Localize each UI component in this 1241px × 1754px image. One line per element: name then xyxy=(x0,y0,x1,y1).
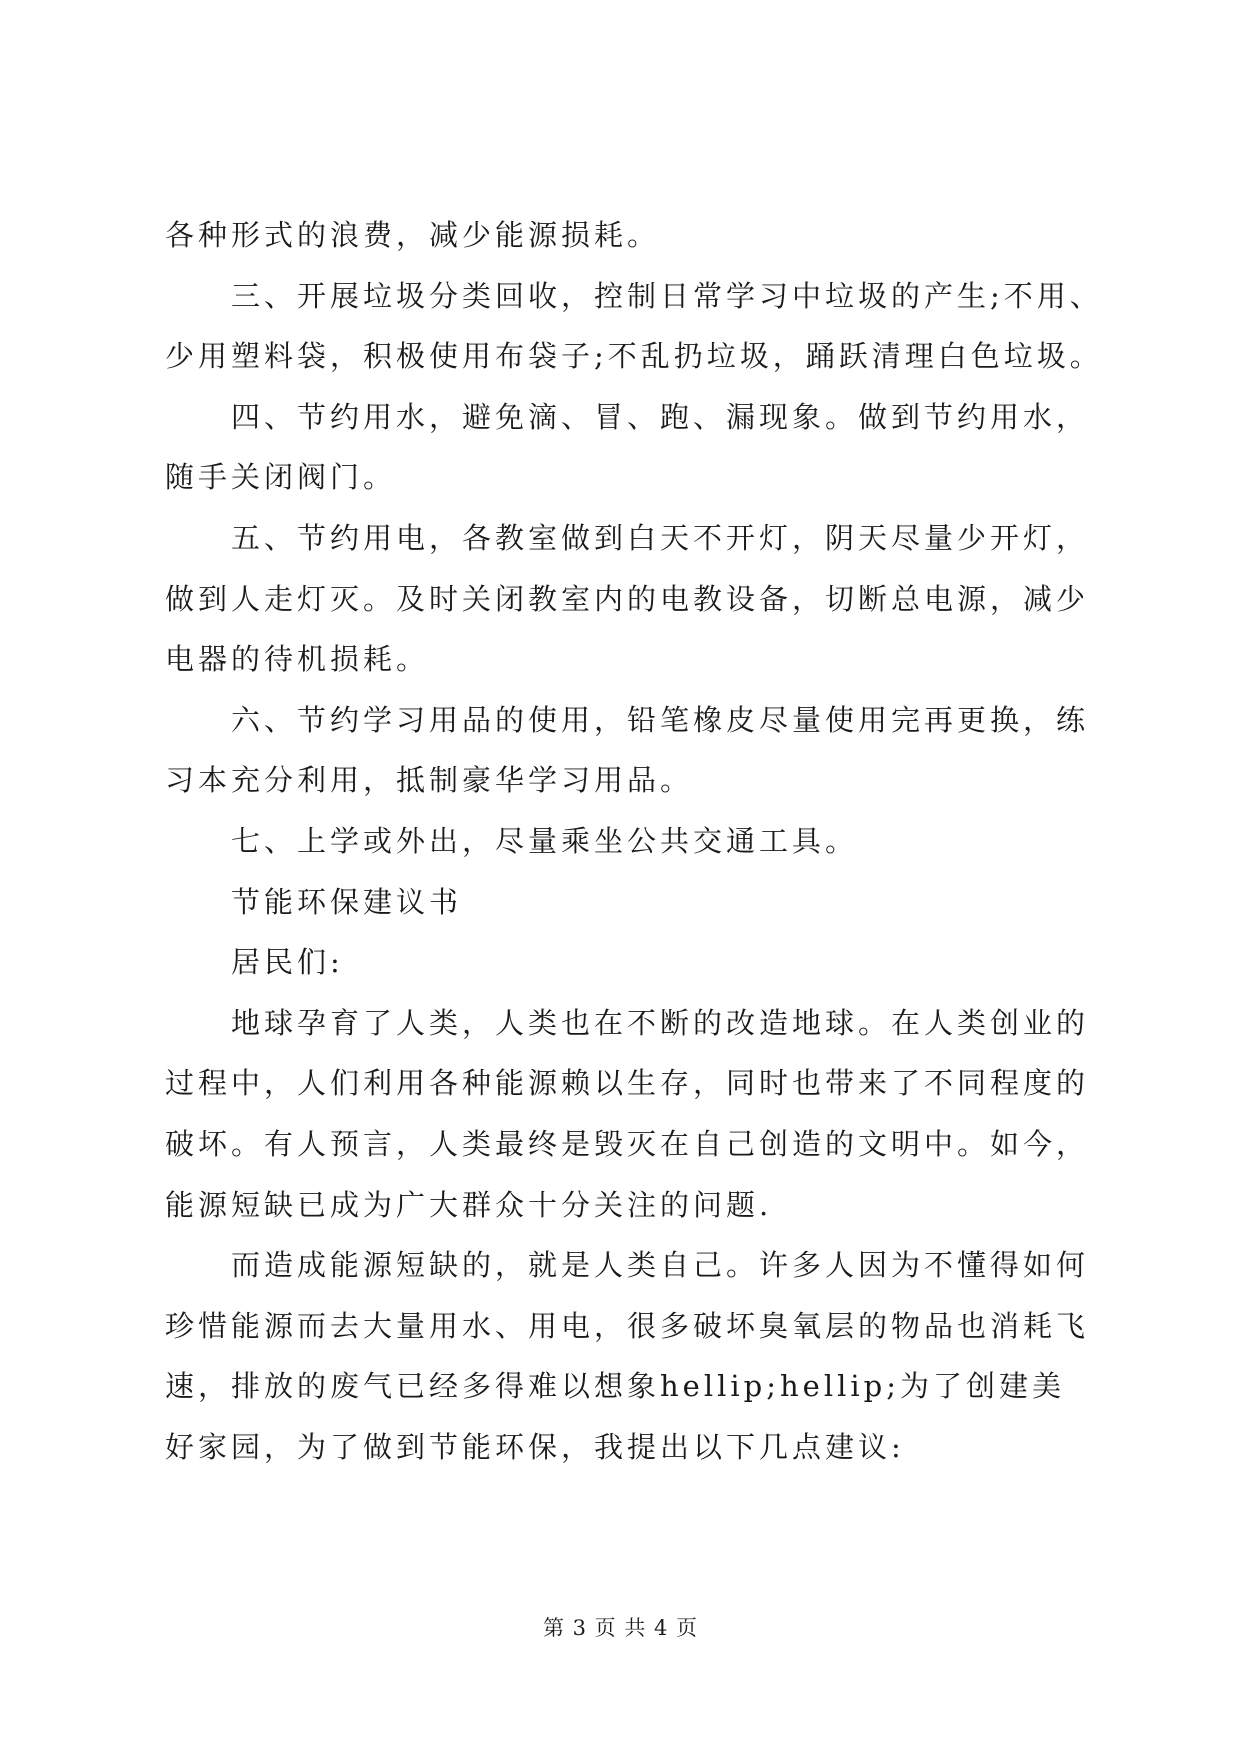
body-text xyxy=(165,205,1103,1477)
text-line: 六、节约学习用品的使用，铅笔橡皮尽量使用完再更换，练 xyxy=(231,702,1090,737)
text-line: 四、节约用水，避免滴、冒、跑、漏现象。做到节约用水， xyxy=(231,399,1090,434)
text-line: 好家园，为了做到节能环保，我提出以下几点建议: xyxy=(165,1429,905,1464)
text-line: 各种形式的浪费，减少能源损耗。 xyxy=(165,218,661,252)
text-line: 地球孕育了人类，人类也在不断的改造地球。在人类创业的 xyxy=(231,1005,1090,1040)
text-line: 而造成能源短缺的，就是人类自己。许多人因为不懂得如何 xyxy=(231,1248,1090,1283)
text-line: 能源短缺已成为广大群众十分关注的问题. xyxy=(165,1187,773,1222)
text-line: 少用塑料袋，积极使用布袋子;不乱扔垃圾，踊跃清理白色垃圾。 xyxy=(165,339,1103,374)
text-line: 过程中，人们利用各种能源赖以生存，同时也带来了不同程度的 xyxy=(165,1066,1090,1101)
text-line: 三、开展垃圾分类回收，控制日常学习中垃圾的产生;不用、 xyxy=(231,278,1103,313)
text-line: 随手关闭阀门。 xyxy=(165,460,397,495)
text-line: 习本充分利用，抵制豪华学习用品。 xyxy=(165,763,694,798)
text-line: 珍惜能源而去大量用水、用电，很多破坏臭氧层的物品也消耗飞 xyxy=(165,1308,1090,1343)
text-line: 居民们: xyxy=(231,945,344,980)
text-line: 做到人走灯灭。及时关闭教室内的电教设备，切断总电源，减少 xyxy=(165,581,1090,616)
text-line: 破坏。有人预言，人类最终是毁灭在自己创造的文明中。如今， xyxy=(165,1126,1090,1161)
text-line: 七、上学或外出，尽量乘坐公共交通工具。 xyxy=(231,823,859,858)
text-line: 电器的待机损耗。 xyxy=(165,642,430,677)
text-line: 节能环保建议书 xyxy=(231,884,463,919)
page-footer: 第 3 页 共 4 页 xyxy=(542,1616,699,1640)
text-line: 速，排放的废气已经多得难以想象hellip;hellip;为了创建美 xyxy=(165,1369,1065,1404)
text-line: 五、节约用电，各教室做到白天不开灯，阴天尽量少开灯， xyxy=(231,520,1090,555)
